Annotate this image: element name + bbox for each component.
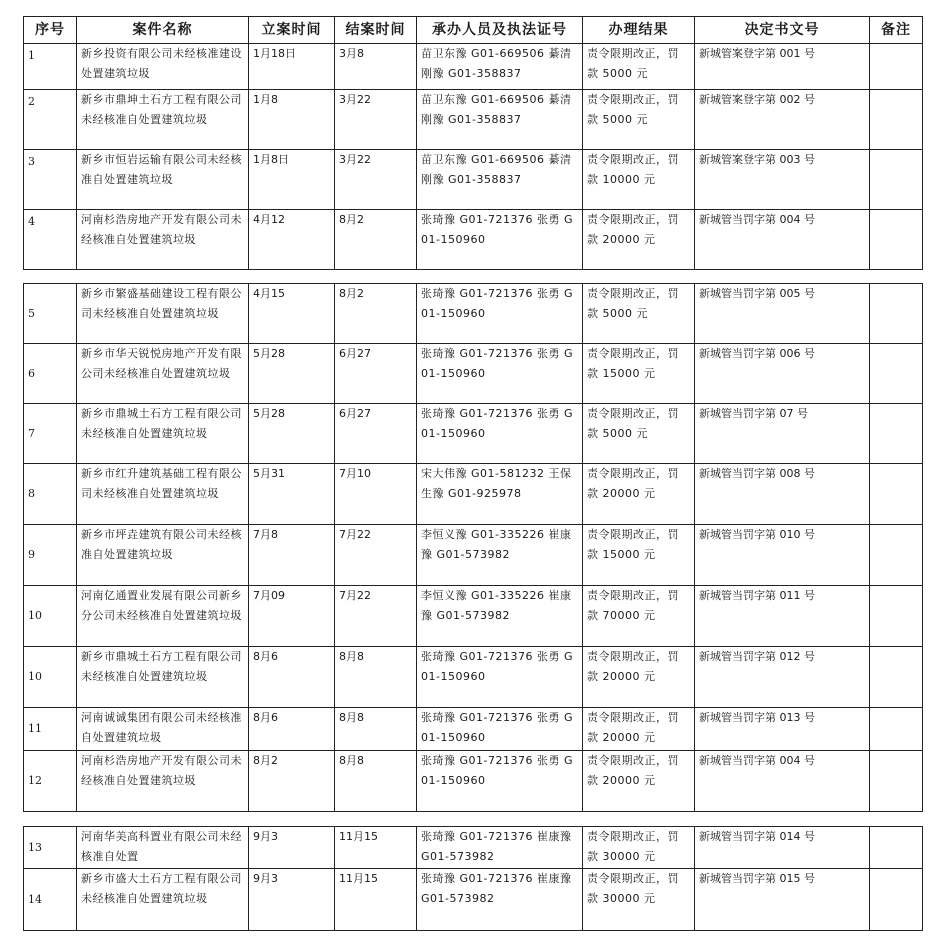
cell-index: 13: [24, 827, 77, 869]
header-result: 办理结果: [583, 17, 695, 44]
cell-decision-doc: 新城管当罚字第 013 号: [695, 708, 870, 751]
table-row: [24, 586, 923, 647]
cell-index: 3: [24, 150, 77, 210]
cell-index: 4: [24, 210, 77, 270]
cell-result: 责令限期改正，罚款 10000 元: [583, 150, 695, 210]
table-row: [24, 869, 923, 931]
cell-closed-date: 11月15: [335, 869, 417, 931]
cell-note: [870, 869, 923, 931]
cell-closed-date: 8月8: [335, 751, 417, 812]
cell-case-name: 新乡市盛大土石方工程有限公司未经核准自处置建筑垃圾: [77, 869, 249, 931]
cell-closed-date: 7月22: [335, 586, 417, 647]
header-staff: 承办人员及执法证号: [417, 17, 583, 44]
cell-index: 10: [24, 647, 77, 708]
cell-case-name: 新乡市华天锐悦房地产开发有限公司未经核准自处置建筑垃圾: [77, 344, 249, 404]
cell-result: 责令限期改正，罚款 5000 元: [583, 44, 695, 90]
cell-filed-date: 9月3: [249, 869, 335, 931]
cell-note: [870, 525, 923, 586]
header-filed-date: 立案时间: [249, 17, 335, 44]
cell-filed-date: 8月6: [249, 708, 335, 751]
header-index: 序号: [24, 17, 77, 44]
cell-result: 责令限期改正，罚款 5000 元: [583, 284, 695, 344]
header-decision-doc: 决定书文号: [695, 17, 870, 44]
cell-filed-date: 5月31: [249, 464, 335, 525]
cell-case-name: 新乡市鼎城土石方工程有限公司未经核准自处置建筑垃圾: [77, 647, 249, 708]
cell-closed-date: 8月8: [335, 708, 417, 751]
cell-result: 责令限期改正，罚款 15000 元: [583, 344, 695, 404]
table-row: [24, 344, 923, 404]
cell-result: 责令限期改正，罚款 30000 元: [583, 869, 695, 931]
header-row: [24, 17, 923, 44]
cell-index: 1: [24, 44, 77, 90]
table-row: [24, 751, 923, 812]
cell-case-name: 新乡市鼎坤土石方工程有限公司 未经核准自处置建筑垃圾: [77, 90, 249, 150]
cell-case-name: 新乡市坪垚建筑有限公司未经核准自处置建筑垃圾: [77, 525, 249, 586]
cell-closed-date: 7月10: [335, 464, 417, 525]
header-closed-date: 结案时间: [335, 17, 417, 44]
cell-staff: 张琦豫 G01-721376 张勇 G01-150960: [417, 210, 583, 270]
cell-result: 责令限期改正，罚款 20000 元: [583, 708, 695, 751]
cell-note: [870, 344, 923, 404]
cell-staff: 张琦豫 G01-721376 张勇 G01-150960: [417, 404, 583, 464]
cell-closed-date: 8月2: [335, 284, 417, 344]
table-row: [24, 150, 923, 210]
table-row: [24, 647, 923, 708]
cell-note: [870, 708, 923, 751]
cell-note: [870, 210, 923, 270]
cell-decision-doc: 新城管当罚字第 011 号: [695, 586, 870, 647]
cell-closed-date: 6月27: [335, 404, 417, 464]
cell-closed-date: 7月22: [335, 525, 417, 586]
cell-case-name: 新乡市繁盛基础建设工程有限公司未经核准自处置建筑垃圾: [77, 284, 249, 344]
cell-closed-date: 8月2: [335, 210, 417, 270]
cell-staff: 张琦豫 G01-721376 崔康豫 G01-573982: [417, 827, 583, 869]
cell-filed-date: 1月18日: [249, 44, 335, 90]
cell-index: 8: [24, 464, 77, 525]
header-case-name: 案件名称: [77, 17, 249, 44]
table-row: [24, 464, 923, 525]
cell-note: [870, 464, 923, 525]
cell-closed-date: 3月22: [335, 90, 417, 150]
cell-decision-doc: 新城管当罚字第 010 号: [695, 525, 870, 586]
cell-note: [870, 150, 923, 210]
cell-decision-doc: 新城管当罚字第 015 号: [695, 869, 870, 931]
cell-decision-doc: 新城管案登字第 002 号: [695, 90, 870, 150]
cell-index: 2: [24, 90, 77, 150]
cell-result: 责令限期改正，罚款 20000 元: [583, 210, 695, 270]
cell-staff: 张琦豫 G01-721376 张勇 G01-150960: [417, 647, 583, 708]
cell-staff: 李恒义豫 G01-335226 崔康豫 G01-573982: [417, 525, 583, 586]
cell-case-name: 河南杉浩房地产开发有限公司未经核准自处置建筑垃圾: [77, 751, 249, 812]
cell-index: 10: [24, 586, 77, 647]
cell-result: 责令限期改正，罚款 5000 元: [583, 90, 695, 150]
cell-index: 7: [24, 404, 77, 464]
cell-closed-date: 11月15: [335, 827, 417, 869]
cell-index: 5: [24, 284, 77, 344]
cell-result: 责令限期改正，罚款 70000 元: [583, 586, 695, 647]
cell-filed-date: 4月12: [249, 210, 335, 270]
cell-case-name: 河南杉浩房地产开发有限公司未经核准自处置建筑垃圾: [77, 210, 249, 270]
cell-index: 12: [24, 751, 77, 812]
cell-decision-doc: 新城管当罚字第 07 号: [695, 404, 870, 464]
case-table-part-3: [23, 826, 923, 931]
cell-filed-date: 5月28: [249, 344, 335, 404]
cell-result: 责令限期改正，罚款 20000 元: [583, 751, 695, 812]
table-row: [24, 404, 923, 464]
table-row: [24, 210, 923, 270]
cell-closed-date: 3月8: [335, 44, 417, 90]
cell-result: 责令限期改正，罚款 20000 元: [583, 464, 695, 525]
cell-decision-doc: 新城管当罚字第 014 号: [695, 827, 870, 869]
cell-case-name: 河南华美高科置业有限公司未经核准自处置: [77, 827, 249, 869]
header-note: 备注: [870, 17, 923, 44]
cell-filed-date: 8月6: [249, 647, 335, 708]
cell-closed-date: 8月8: [335, 647, 417, 708]
cell-filed-date: 8月2: [249, 751, 335, 812]
cell-case-name: 新乡投资有限公司未经核准建设处置建筑垃圾: [77, 44, 249, 90]
cell-case-name: 新乡市鼎城土石方工程有限公司未经核准自处置建筑垃圾: [77, 404, 249, 464]
cell-case-name: 河南亿通置业发展有限公司新乡分公司未经核准自处置建筑垃圾: [77, 586, 249, 647]
cell-result: 责令限期改正，罚款 5000 元: [583, 404, 695, 464]
cell-result: 责令限期改正，罚款 20000 元: [583, 647, 695, 708]
cell-staff: 张琦豫 G01-721376 张勇 G01-150960: [417, 284, 583, 344]
table-row: [24, 827, 923, 869]
cell-case-name: 新乡市红升建筑基础工程有限公司未经核准自处置建筑垃圾: [77, 464, 249, 525]
cell-result: 责令限期改正，罚款 15000 元: [583, 525, 695, 586]
table-row: [24, 44, 923, 90]
table-row: [24, 284, 923, 344]
cell-case-name: 河南诚诚集团有限公司未经核准自处置建筑垃圾: [77, 708, 249, 751]
cell-note: [870, 404, 923, 464]
cell-filed-date: 5月28: [249, 404, 335, 464]
cell-note: [870, 647, 923, 708]
cell-filed-date: 7月09: [249, 586, 335, 647]
table-row: [24, 90, 923, 150]
cell-index: 11: [24, 708, 77, 751]
cell-note: [870, 284, 923, 344]
cell-decision-doc: 新城管当罚字第 008 号: [695, 464, 870, 525]
cell-index: 14: [24, 869, 77, 931]
cell-filed-date: 1月8日: [249, 150, 335, 210]
cell-decision-doc: 新城管案登字第 003 号: [695, 150, 870, 210]
cell-index: 6: [24, 344, 77, 404]
cell-staff: 张琦豫 G01-721376 张勇 G01-150960: [417, 708, 583, 751]
cell-decision-doc: 新城管当罚字第 004 号: [695, 210, 870, 270]
cell-decision-doc: 新城管当罚字第 005 号: [695, 284, 870, 344]
cell-staff: 张琦豫 G01-721376 张勇 G01-150960: [417, 344, 583, 404]
table-row: [24, 708, 923, 751]
cell-note: [870, 90, 923, 150]
cell-staff: 苗卫东豫 G01-669506 綦清刚豫 G01-358837: [417, 44, 583, 90]
cell-closed-date: 6月27: [335, 344, 417, 404]
cell-decision-doc: 新城管案登字第 001 号: [695, 44, 870, 90]
table-row: [24, 525, 923, 586]
case-table-part-1: [23, 16, 923, 270]
case-table-part-2: [23, 283, 923, 812]
cell-note: [870, 827, 923, 869]
cell-closed-date: 3月22: [335, 150, 417, 210]
cell-decision-doc: 新城管当罚字第 006 号: [695, 344, 870, 404]
cell-staff: 张琦豫 G01-721376 崔康豫 G01-573982: [417, 869, 583, 931]
cell-result: 责令限期改正，罚款 30000 元: [583, 827, 695, 869]
cell-staff: 宋大伟豫 G01-581232 王保生豫 G01-925978: [417, 464, 583, 525]
cell-filed-date: 7月8: [249, 525, 335, 586]
cell-note: [870, 751, 923, 812]
cell-staff: 苗卫东豫 G01-669506 綦清刚豫 G01-358837: [417, 150, 583, 210]
cell-note: [870, 586, 923, 647]
cell-case-name: 新乡市恒岩运输有限公司未经核准自处置建筑垃圾: [77, 150, 249, 210]
cell-staff: 张琦豫 G01-721376 张勇 G01-150960: [417, 751, 583, 812]
cell-staff: 李恒义豫 G01-335226 崔康豫 G01-573982: [417, 586, 583, 647]
cell-decision-doc: 新城管当罚字第 004 号: [695, 751, 870, 812]
cell-filed-date: 4月15: [249, 284, 335, 344]
cell-decision-doc: 新城管当罚字第 012 号: [695, 647, 870, 708]
cell-note: [870, 44, 923, 90]
cell-index: 9: [24, 525, 77, 586]
cell-staff: 苗卫东豫 G01-669506 綦清刚豫 G01-358837: [417, 90, 583, 150]
cell-filed-date: 1月8: [249, 90, 335, 150]
cell-filed-date: 9月3: [249, 827, 335, 869]
